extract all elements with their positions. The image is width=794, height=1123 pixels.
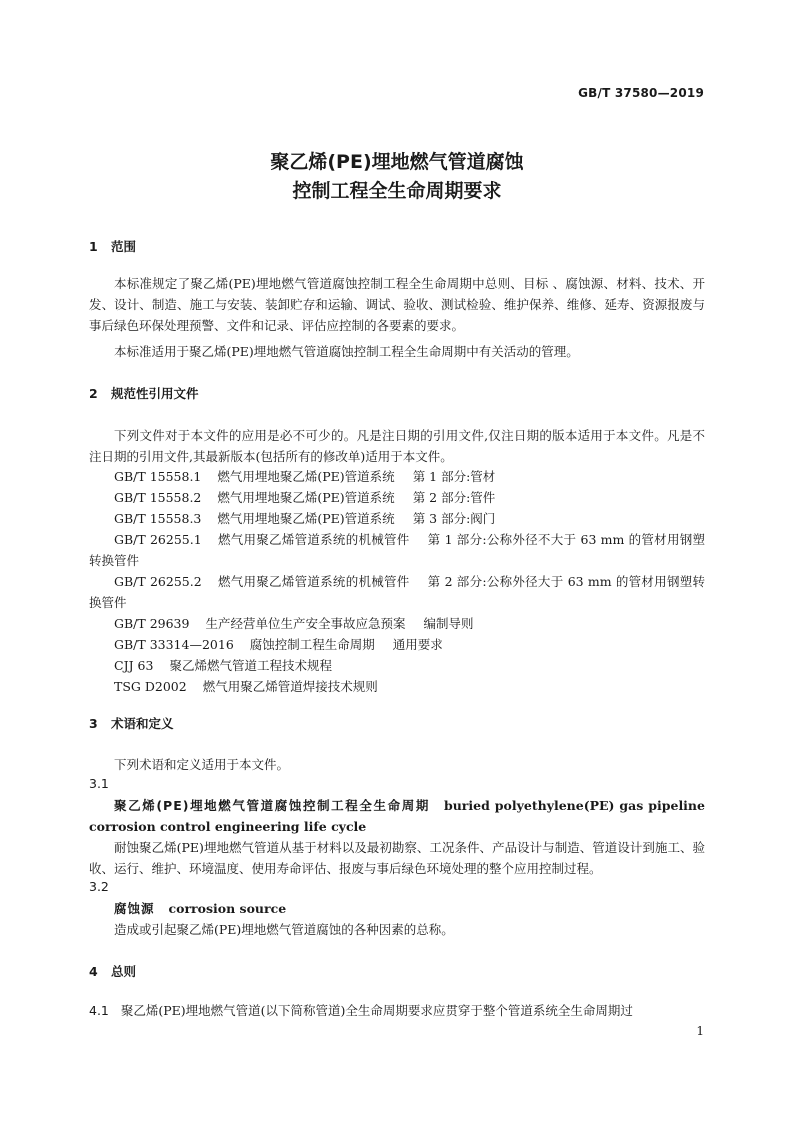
term-english: corrosion source bbox=[168, 901, 287, 916]
reference-title: 燃气用埋地聚乙烯(PE)管道系统 bbox=[217, 511, 395, 526]
reference-title: 生产经营单位生产安全事故应急预案 bbox=[205, 616, 406, 631]
clause-4-1 bbox=[89, 1000, 705, 1021]
reference-item bbox=[89, 466, 705, 487]
term-english: buried polyethylene(PE) gas pipeline corrosion control engineering life cycle bbox=[89, 798, 705, 834]
scope-paragraph-2: 本标准适用于聚乙烯(PE)埋地燃气管道腐蚀控制工程全生命周期中有关活动的管理。 bbox=[114, 344, 579, 359]
section-heading-scope bbox=[89, 237, 136, 255]
reference-title: 燃气用聚乙烯管道系统的机械管件 bbox=[217, 574, 410, 589]
reference-code: CJJ 63 bbox=[114, 658, 154, 673]
reference-part: 第 1 部分:管材 bbox=[412, 469, 496, 484]
standard-code: GB/T 37580—2019 bbox=[578, 86, 704, 100]
reference-part: 第 2 部分:管件 bbox=[412, 490, 496, 505]
section-title: 规范性引用文件 bbox=[111, 386, 199, 401]
reference-code: GB/T 29639 bbox=[114, 616, 190, 631]
clause-text: 聚乙烯(PE)埋地燃气管道(以下简称管道)全生命周期要求应贯穿于整个管道系统全生命周期过 bbox=[120, 1003, 633, 1018]
reference-part: 通用要求 bbox=[392, 637, 443, 652]
page-number: 1 bbox=[696, 1024, 704, 1038]
section-number: 3 bbox=[89, 716, 98, 731]
reference-item bbox=[89, 655, 705, 676]
clause-number: 4.1 bbox=[89, 1003, 109, 1018]
document-title-line2: 控制工程全生命周期要求 bbox=[292, 180, 502, 202]
section-number: 4 bbox=[89, 964, 98, 979]
reference-code: GB/T 26255.2 bbox=[114, 574, 202, 589]
reference-title: 燃气用聚乙烯管道焊接技术规则 bbox=[202, 679, 378, 694]
term-chinese: 腐蚀源 bbox=[114, 901, 155, 916]
section-heading-general bbox=[89, 962, 136, 980]
reference-title: 聚乙烯燃气管道工程技术规程 bbox=[169, 658, 332, 673]
reference-title: 燃气用聚乙烯管道系统的机械管件 bbox=[217, 532, 410, 547]
document-title-line1: 聚乙烯(PE)埋地燃气管道腐蚀 bbox=[270, 151, 524, 173]
section-title: 范围 bbox=[111, 239, 137, 254]
section-heading-normative-references bbox=[89, 384, 199, 402]
term-number: 3.1 bbox=[89, 776, 109, 791]
reference-item bbox=[89, 676, 705, 697]
term-definition: 造成或引起聚乙烯(PE)埋地燃气管道腐蚀的各种因素的总称。 bbox=[114, 922, 454, 937]
reference-part: 第 2 部分:公称外径大于 63 mm 的管材用钢塑转换管件 bbox=[89, 574, 705, 610]
reference-title: 燃气用埋地聚乙烯(PE)管道系统 bbox=[217, 469, 395, 484]
reference-part: 第 3 部分:阀门 bbox=[412, 511, 496, 526]
reference-item bbox=[89, 634, 705, 655]
terms-intro: 下列术语和定义适用于本文件。 bbox=[114, 757, 290, 772]
term-entry bbox=[89, 795, 705, 837]
reference-item bbox=[89, 529, 705, 571]
reference-item bbox=[89, 613, 705, 634]
term-number: 3.2 bbox=[89, 879, 109, 894]
section-number: 2 bbox=[89, 386, 98, 401]
term-chinese: 聚乙烯(PE)埋地燃气管道腐蚀控制工程全生命周期 bbox=[114, 798, 430, 813]
reference-item bbox=[89, 508, 705, 529]
reference-code: GB/T 15558.2 bbox=[114, 490, 202, 505]
reference-part: 第 1 部分:公称外径不大于 63 mm 的管材用钢塑转换管件 bbox=[89, 532, 705, 568]
reference-item bbox=[89, 571, 705, 613]
reference-part: 编制导则 bbox=[423, 616, 474, 631]
reference-title: 燃气用埋地聚乙烯(PE)管道系统 bbox=[217, 490, 395, 505]
reference-title: 腐蚀控制工程生命周期 bbox=[249, 637, 375, 652]
section-number: 1 bbox=[89, 239, 98, 254]
references-intro: 下列文件对于本文件的应用是必不可少的。凡是注日期的引用文件,仅注日期的版本适用于本文件。凡是不注日期的引用文件,其最新版本(包括所有的修改单)适用于本文件。 bbox=[89, 428, 705, 464]
scope-paragraph-1: 本标准规定了聚乙烯(PE)埋地燃气管道腐蚀控制工程全生命周期中总则、目标 、腐蚀源、材料、技术、开发、设计、制造、施工与安装、装卸贮存和运输、调试、验收、测试检验、维护保养、维修、延寿、资源报废与事后绿色环保处理预警、文件和记录、评估应控制的各要素的要求。 bbox=[89, 276, 705, 333]
section-title: 总则 bbox=[111, 964, 137, 979]
reference-code: GB/T 15558.1 bbox=[114, 469, 202, 484]
term-definition: 耐蚀聚乙烯(PE)埋地燃气管道从基于材料以及最初勘察、工况条件、产品设计与制造、管道设计到施工、验收、运行、维护、环境温度、使用寿命评估、报废与事后绿色环境处理的整个应用控制过程。 bbox=[89, 840, 705, 876]
reference-item bbox=[89, 487, 705, 508]
reference-code: GB/T 15558.3 bbox=[114, 511, 202, 526]
reference-code: GB/T 33314—2016 bbox=[114, 637, 234, 652]
section-title: 术语和定义 bbox=[111, 716, 174, 731]
term-entry bbox=[89, 898, 705, 919]
reference-code: GB/T 26255.1 bbox=[114, 532, 202, 547]
section-heading-terms bbox=[89, 714, 174, 732]
reference-code: TSG D2002 bbox=[114, 679, 187, 694]
